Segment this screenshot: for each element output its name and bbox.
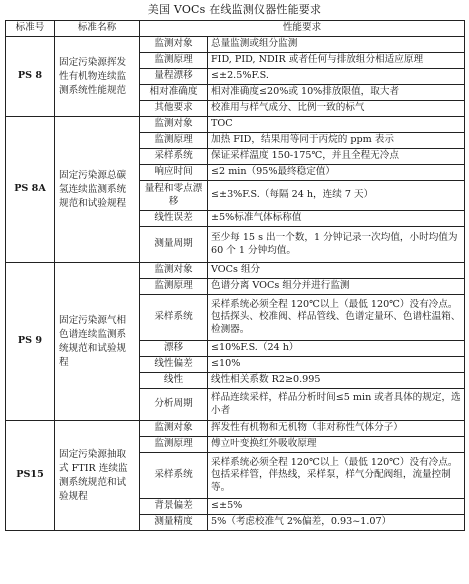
table-row [6,421,465,437]
requirement-label: 监测原理 [140,133,208,149]
requirement-label: 线性误差 [140,211,208,227]
standard-name: 固定污染源挥发性有机物连续监测系统性能规范 [55,37,140,117]
requirement-value: ≤2 min（95%最终稳定值） [208,165,465,181]
header-row [6,21,465,37]
requirement-label: 相对准确度 [140,85,208,101]
requirement-value: VOCs 组分 [208,263,465,279]
requirement-value: TOC [208,117,465,133]
header-performance: 性能要求 [140,21,465,37]
standard-name: 固定污染源总碳氢连续监测系统规范和试验规程 [55,117,140,263]
requirement-label: 采样系统 [140,295,208,341]
table-row [6,263,465,279]
requirement-label: 采样系统 [140,149,208,165]
requirement-value: 5%（考虑校准气 2%偏差，0.93~1.07） [208,515,465,531]
requirement-value: 挥发性有机物和无机物（非对称性气体分子） [208,421,465,437]
standard-number: PS 8A [6,117,55,263]
header-std-no: 标准号 [6,21,55,37]
requirement-value: ≤10%F.S.（24 h） [208,341,465,357]
requirement-value: 样品连续采样，样品分析时间≤5 min 或者具体的规定，选小者 [208,389,465,421]
standard-number: PS15 [6,421,55,531]
requirement-value: 线性相关系数 R2≥0.995 [208,373,465,389]
requirement-value: FID, PID, NDIR 或者任何与排放组分相适应原理 [208,53,465,69]
requirement-label: 监测原理 [140,279,208,295]
standard-number: PS 9 [6,263,55,421]
requirement-label: 监测对象 [140,117,208,133]
requirement-label: 测量精度 [140,515,208,531]
requirement-value: ≤±5% [208,499,465,515]
standard-name: 固定污染源气相色谱连续监测系统规范和试验规程 [55,263,140,421]
requirement-value: 保证采样温度 150-175℃，并且全程无冷点 [208,149,465,165]
requirement-label: 监测对象 [140,263,208,279]
requirement-label: 漂移 [140,341,208,357]
requirement-label: 监测对象 [140,37,208,53]
requirement-label: 线性偏差 [140,357,208,373]
requirements-table [5,20,465,531]
requirement-value: 校准用与样气成分、比例一致的标气 [208,101,465,117]
requirement-value: ≤10% [208,357,465,373]
table-title: 美国 VOCs 在线监测仪器性能要求 [147,3,322,16]
requirement-label: 量程漂移 [140,69,208,85]
requirement-value: 总量监测或组分监测 [208,37,465,53]
requirement-value: ±5%标准气体标称值 [208,211,465,227]
table-row [6,37,465,53]
standard-name: 固定污染源抽取式 FTIR 连续监测系统规范和试验规程 [55,421,140,531]
requirement-value: 加热 FID，结果用等同于丙烷的 ppm 表示 [208,133,465,149]
requirement-label: 测量周期 [140,227,208,263]
requirement-value: 色谱分离 VOCs 组分并进行监测 [208,279,465,295]
requirement-value: 采样系统必须全程 120℃以上（最低 120℃）没有冷点。包括采样管，伴热线，采样泵，样气分配阀组，流量控制等。 [208,453,465,499]
requirement-value: 傅立叶变换红外吸收原理 [208,437,465,453]
requirement-label: 采样系统 [140,453,208,499]
requirement-value: 相对准确度≤20%或 10%排放限值，取大者 [208,85,465,101]
requirement-label: 响应时间 [140,165,208,181]
standard-number: PS 8 [6,37,55,117]
requirement-label: 监测对象 [140,421,208,437]
requirement-label: 线性 [140,373,208,389]
requirement-label: 量程和零点漂移 [140,181,208,211]
requirement-label: 分析周期 [140,389,208,421]
requirement-label: 其他要求 [140,101,208,117]
requirement-value: 至少每 15 s 出一个数，1 分钟记录一次均值，小时均值为 60 个 1 分钟均值。 [208,227,465,263]
requirement-label: 监测原理 [140,53,208,69]
requirement-value: ≤±3%F.S.（每隔 24 h，连续 7 天） [208,181,465,211]
header-std-name: 标准名称 [55,21,140,37]
requirement-value: ≤±2.5%F.S. [208,69,465,85]
requirement-label: 监测原理 [140,437,208,453]
requirement-label: 背景偏差 [140,499,208,515]
requirement-value: 采样系统必须全程 120℃以上（最低 120℃）没有冷点。包括探头、校准阀、样品管线、色谱定量环、色谱柱温箱、检测器。 [208,295,465,341]
table-row [6,117,465,133]
